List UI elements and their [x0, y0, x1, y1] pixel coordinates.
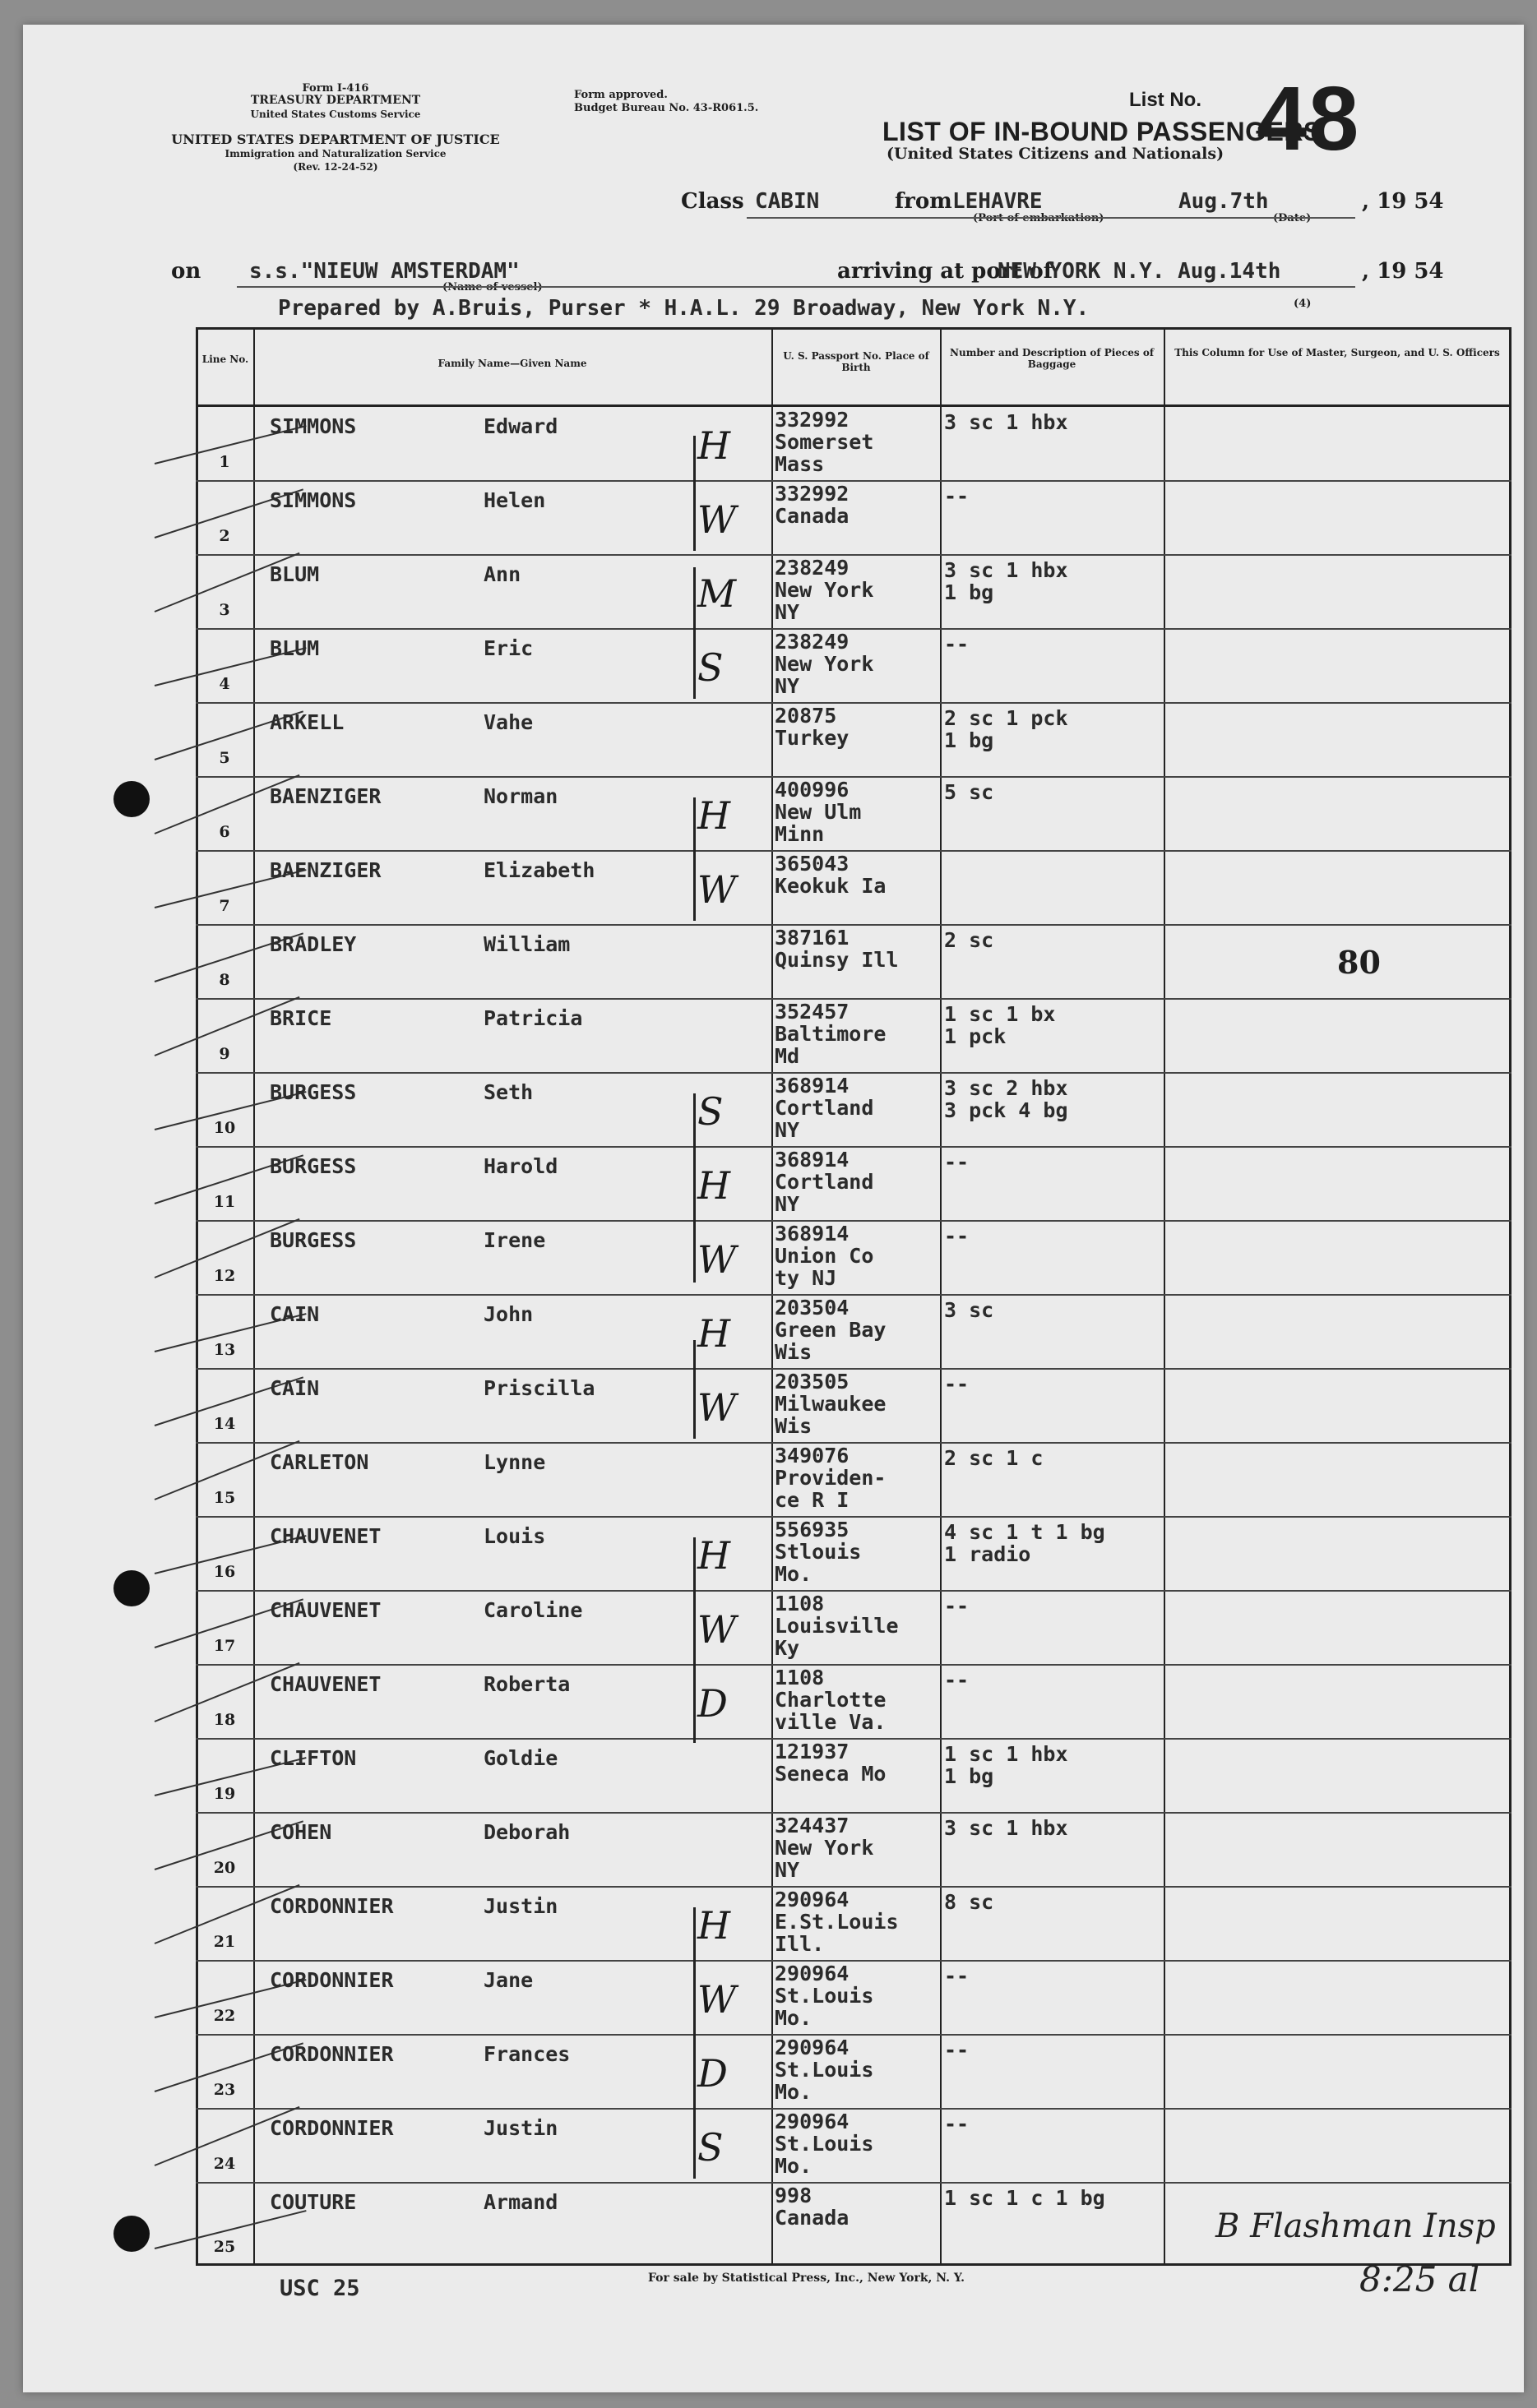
line-number: 8 — [219, 971, 230, 989]
given-name: Caroline — [484, 1598, 583, 1622]
family-name: BAENZIGER — [270, 858, 382, 882]
relation-mark: S — [697, 645, 724, 690]
baggage: -- — [944, 1668, 970, 1692]
line-number: 4 — [219, 675, 230, 693]
baggage: -- — [944, 2038, 970, 2062]
form-approved: Form approved. — [574, 89, 668, 101]
family-name: CORDONNIER — [270, 1894, 394, 1918]
vessel-name: s.s."NIEUW AMSTERDAM" — [249, 259, 520, 284]
given-name: Justin — [484, 2116, 558, 2140]
family-name: BLUM — [270, 562, 320, 586]
passport-birthplace: 368914 Cortland NY — [775, 1148, 874, 1216]
passport-birthplace: 290964 St.Louis Mo. — [775, 2036, 874, 2104]
given-name: Harold — [484, 1154, 558, 1178]
row-divider — [196, 1294, 1512, 1296]
on-label: on — [171, 259, 201, 284]
given-name: Vahe — [484, 710, 534, 734]
given-name: Priscilla — [484, 1376, 595, 1400]
line-number: 23 — [213, 2081, 236, 2099]
line-number: 2 — [219, 527, 230, 545]
passport-birthplace: 238249 New York NY — [775, 556, 874, 624]
immigration-service: Immigration and Naturalization Service — [225, 148, 447, 159]
baggage: 3 sc 1 hbx 1 bg — [944, 558, 1068, 604]
footnote-4: (4) — [1294, 298, 1312, 310]
baggage: 5 sc — [944, 780, 994, 804]
revision-date: (Rev. 12-24-52) — [293, 161, 378, 173]
col-line-no: Line No. — [201, 354, 249, 365]
row-divider — [196, 1738, 1512, 1740]
department-of-justice: UNITED STATES DEPARTMENT OF JUSTICE — [171, 132, 500, 147]
passport-birthplace: 121937 Seneca Mo — [775, 1740, 887, 1786]
baggage: -- — [944, 2112, 970, 2136]
passport-birthplace: 352457 Baltimore Md — [775, 1000, 887, 1068]
family-bracket — [693, 567, 696, 699]
line-number: 17 — [213, 1637, 236, 1655]
list-title: LIST OF IN-BOUND PASSENGERS — [882, 117, 1322, 146]
row-divider — [196, 1590, 1512, 1592]
baggage: 1 sc 1 bx 1 pck — [944, 1002, 1056, 1048]
given-name: Frances — [484, 2042, 571, 2066]
passport-birthplace: 20875 Turkey — [775, 704, 850, 750]
col-officers: This Column for Use of Master, Surgeon, and U. S. Officers — [1174, 347, 1500, 358]
given-name: Armand — [484, 2190, 558, 2214]
row-divider — [196, 1442, 1512, 1444]
line-number: 19 — [213, 1785, 236, 1803]
family-name: CHAUVENET — [270, 1672, 382, 1696]
relation-mark: H — [697, 1163, 731, 1208]
departure-year: , 19 54 — [1362, 189, 1444, 214]
passport-birthplace: 290964 St.Louis Mo. — [775, 1962, 874, 2030]
baggage: -- — [944, 1150, 970, 1174]
line-number: 18 — [213, 1711, 236, 1729]
row-divider — [196, 702, 1512, 704]
relation-mark: H — [697, 793, 731, 838]
line-number: 13 — [213, 1341, 236, 1359]
passport-birthplace: 1108 Louisville Ky — [775, 1592, 899, 1660]
customs-service: United States Customs Service — [250, 109, 421, 120]
row-divider — [196, 1664, 1512, 1666]
passport-birthplace: 349076 Providen- ce R I — [775, 1444, 887, 1512]
line-number: 22 — [213, 2007, 236, 2025]
passport-birthplace: 368914 Cortland NY — [775, 1074, 874, 1142]
passport-birthplace: 290964 St.Louis Mo. — [775, 2110, 874, 2178]
relation-mark: W — [697, 1385, 737, 1430]
line-number: 21 — [213, 1933, 236, 1951]
family-bracket — [693, 1340, 696, 1439]
time-note: 8:25 al — [1359, 2259, 1480, 2299]
manifest-page — [23, 25, 1524, 2392]
family-name: COHEN — [270, 1820, 332, 1844]
footer-code: USC 25 — [280, 2276, 360, 2301]
baggage: -- — [944, 632, 970, 656]
relation-mark: W — [697, 867, 737, 912]
inspector-signature: B Flashman Insp — [1215, 2207, 1496, 2245]
baggage: 3 sc — [944, 1298, 994, 1322]
relation-mark: S — [697, 2125, 724, 2170]
line-number: 12 — [213, 1267, 236, 1285]
line-number: 15 — [213, 1489, 236, 1507]
row-divider — [196, 2034, 1512, 2036]
passport-birthplace: 203504 Green Bay Wis — [775, 1296, 887, 1364]
relation-mark: H — [697, 423, 731, 468]
family-name: BLUM — [270, 636, 320, 660]
baggage: 2 sc 1 c — [944, 1446, 1044, 1470]
baggage: -- — [944, 484, 970, 508]
relation-mark: H — [697, 1311, 731, 1356]
row-divider — [196, 850, 1512, 852]
line-number: 3 — [219, 601, 230, 619]
baggage: 3 sc 2 hbx 3 pck 4 bg — [944, 1076, 1068, 1122]
passport-birthplace: 365043 Keokuk Ia — [775, 852, 887, 898]
baggage: 3 sc 1 hbx — [944, 1816, 1068, 1840]
passport-birthplace: 290964 E.St.Louis Ill. — [775, 1888, 899, 1956]
line-number: 25 — [213, 2238, 236, 2256]
family-bracket — [693, 1537, 696, 1743]
row-divider — [196, 2182, 1512, 2184]
given-name: Elizabeth — [484, 858, 595, 882]
family-name: BURGESS — [270, 1228, 357, 1252]
port-of-embarkation: LEHAVRE — [952, 189, 1043, 214]
col-passport: U. S. Passport No. Place of Birth — [783, 350, 929, 373]
line-number: 11 — [213, 1193, 236, 1211]
family-name: BAENZIGER — [270, 784, 382, 808]
family-bracket — [693, 797, 696, 921]
row-divider — [196, 1886, 1512, 1888]
passport-birthplace: 324437 New York NY — [775, 1814, 874, 1882]
punch-hole — [113, 781, 150, 817]
family-name: SIMMONS — [270, 488, 357, 512]
list-no-label: List No. — [1129, 89, 1201, 111]
passport-birthplace: 1108 Charlotte ville Va. — [775, 1666, 887, 1734]
line-number: 10 — [213, 1119, 236, 1137]
relation-mark: S — [697, 1089, 724, 1134]
class-value: CABIN — [755, 189, 820, 214]
relation-mark: W — [697, 1607, 737, 1652]
given-name: Lynne — [484, 1450, 546, 1474]
family-name: CORDONNIER — [270, 1968, 394, 1992]
punch-hole — [113, 2216, 150, 2252]
line-number: 14 — [213, 1415, 236, 1433]
family-name: COUTURE — [270, 2190, 357, 2214]
family-name: CORDONNIER — [270, 2042, 394, 2066]
line-number: 6 — [219, 823, 230, 841]
family-name: SIMMONS — [270, 414, 357, 438]
baggage: -- — [944, 1964, 970, 1988]
treasury-department: TREASURY DEPARTMENT — [250, 94, 421, 107]
line-number: 16 — [213, 1563, 236, 1581]
baggage: 1 sc 1 hbx 1 bg — [944, 1742, 1068, 1788]
baggage: -- — [944, 1372, 970, 1396]
form-number: Form I-416 — [302, 82, 369, 95]
row-divider — [196, 2108, 1512, 2110]
relation-mark: H — [697, 1533, 731, 1578]
row-divider — [196, 1516, 1512, 1518]
line-number: 20 — [213, 1859, 236, 1877]
line-number: 24 — [213, 2155, 236, 2173]
family-name: BRICE — [270, 1006, 332, 1030]
row-divider — [196, 1146, 1512, 1148]
family-name: ARKELL — [270, 710, 345, 734]
list-subtitle: (United States Citizens and Nationals) — [887, 145, 1225, 163]
family-name: CHAUVENET — [270, 1524, 382, 1548]
arrival-port-date: NEW YORK N.Y. Aug.14th — [998, 259, 1281, 284]
arriving-label: arriving at port of — [837, 259, 1053, 284]
passport-birthplace: 368914 Union Co ty NJ — [775, 1222, 874, 1290]
passport-birthplace: 238249 New York NY — [775, 630, 874, 698]
line-number: 9 — [219, 1045, 230, 1063]
family-name: CARLETON — [270, 1450, 369, 1474]
line-number: 1 — [219, 453, 230, 471]
family-name: CAIN — [270, 1302, 320, 1326]
officer-note: 80 — [1337, 944, 1381, 981]
line-number: 5 — [219, 749, 230, 767]
baggage: -- — [944, 1224, 970, 1248]
relation-mark: W — [697, 497, 737, 542]
baggage: 2 sc — [944, 928, 994, 952]
family-name: CLIFTON — [270, 1746, 357, 1770]
given-name: Jane — [484, 1968, 534, 1992]
relation-mark: D — [697, 1681, 728, 1726]
relation-mark: W — [697, 1237, 737, 1282]
passport-birthplace: 387161 Quinsy Ill — [775, 926, 899, 972]
given-name: Goldie — [484, 1746, 558, 1770]
family-name: CHAUVENET — [270, 1598, 382, 1622]
baggage: 8 sc — [944, 1890, 994, 1914]
given-name: Edward — [484, 414, 558, 438]
from-label: from — [895, 189, 952, 214]
passport-birthplace: 332992 Canada — [775, 482, 850, 528]
class-label: Class — [681, 189, 744, 214]
relation-mark: H — [697, 1903, 731, 1948]
relation-mark: M — [697, 571, 737, 616]
row-divider — [196, 998, 1512, 1000]
row-divider — [196, 924, 1512, 926]
family-bracket — [693, 1907, 696, 2179]
given-name: Helen — [484, 488, 546, 512]
row-divider — [196, 554, 1512, 556]
row-divider — [196, 1812, 1512, 1814]
row-divider — [196, 480, 1512, 482]
given-name: Patricia — [484, 1006, 583, 1030]
line-number: 7 — [219, 897, 230, 915]
row-divider — [196, 628, 1512, 630]
family-name: BURGESS — [270, 1080, 357, 1104]
passport-birthplace: 556935 Stlouis Mo. — [775, 1518, 862, 1586]
passport-birthplace: 203505 Milwaukee Wis — [775, 1370, 887, 1438]
row-divider — [196, 1960, 1512, 1962]
given-name: William — [484, 932, 571, 956]
departure-date: Aug.7th — [1178, 189, 1269, 214]
row-divider — [196, 776, 1512, 778]
family-name: BURGESS — [270, 1154, 357, 1178]
prepared-by: Prepared by A.Bruis, Purser * H.A.L. 29 Broadway, New York N.Y. — [278, 296, 1090, 321]
given-name: Seth — [484, 1080, 534, 1104]
footer-printer: For sale by Statistical Press, Inc., New York, N. Y. — [648, 2272, 965, 2285]
row-divider — [196, 1368, 1512, 1370]
relation-mark: W — [697, 1977, 737, 2022]
given-name: Norman — [484, 784, 558, 808]
family-bracket — [693, 436, 696, 551]
given-name: Irene — [484, 1228, 546, 1252]
relation-mark: D — [697, 2051, 728, 2096]
list-number: 48 — [1257, 68, 1361, 169]
given-name: John — [484, 1302, 534, 1326]
arrival-year: , 19 54 — [1362, 259, 1444, 284]
family-name: CAIN — [270, 1376, 320, 1400]
given-name: Deborah — [484, 1820, 571, 1844]
row-divider — [196, 1220, 1512, 1222]
row-divider — [196, 1072, 1512, 1074]
baggage: -- — [944, 1594, 970, 1618]
family-bracket — [693, 1093, 696, 1283]
baggage: 4 sc 1 t 1 bg 1 radio — [944, 1520, 1105, 1566]
punch-hole — [113, 1570, 150, 1606]
passport-birthplace: 400996 New Ulm Minn — [775, 778, 862, 846]
budget-bureau: Budget Bureau No. 43-R061.5. — [574, 102, 759, 114]
family-name: CORDONNIER — [270, 2116, 394, 2140]
baggage: 1 sc 1 c 1 bg — [944, 2186, 1105, 2210]
family-name: BRADLEY — [270, 932, 357, 956]
col-baggage: Number and Description of Pieces of Baggage — [950, 347, 1154, 370]
passport-birthplace: 332992 Somerset Mass — [775, 408, 874, 476]
given-name: Louis — [484, 1524, 546, 1548]
given-name: Eric — [484, 636, 534, 660]
baggage: 3 sc 1 hbx — [944, 410, 1068, 434]
given-name: Ann — [484, 562, 521, 586]
baggage: 2 sc 1 pck 1 bg — [944, 706, 1068, 752]
given-name: Roberta — [484, 1672, 571, 1696]
col-name: Family Name—Given Name — [437, 358, 587, 369]
passport-birthplace: 998 Canada — [775, 2184, 850, 2230]
given-name: Justin — [484, 1894, 558, 1918]
